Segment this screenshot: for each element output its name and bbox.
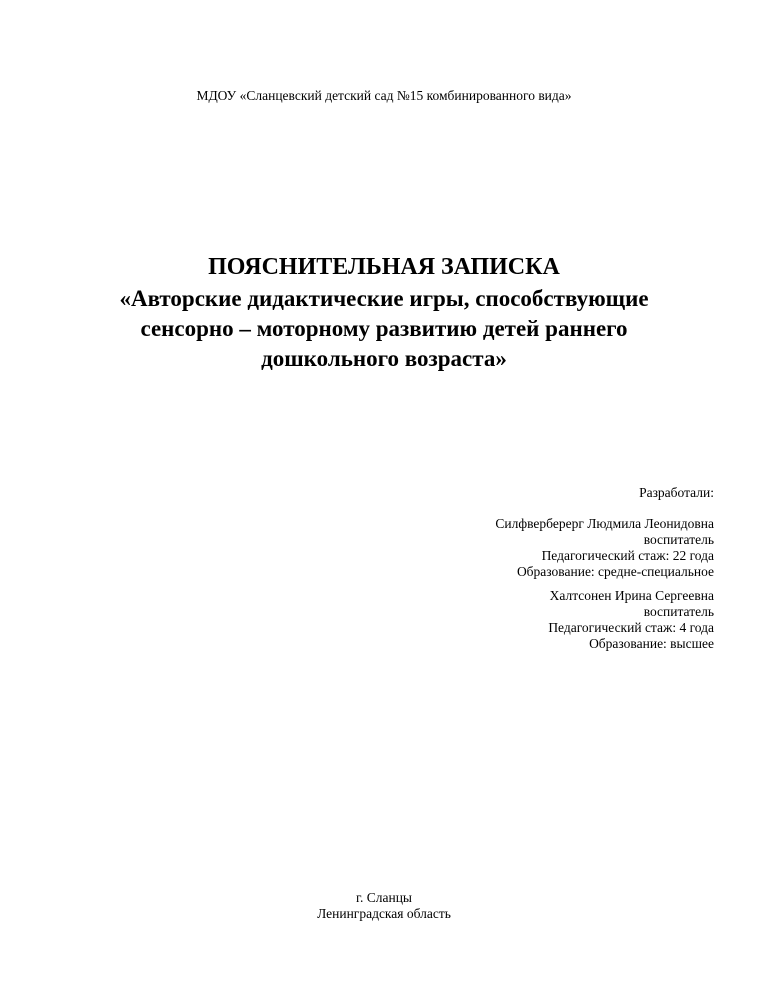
- footer-region: Ленинградская область: [317, 906, 451, 921]
- author-name: Халтсонен Ирина Сергеевна: [549, 588, 714, 603]
- author-entry: [314, 588, 714, 652]
- author-position: воспитатель: [643, 604, 714, 619]
- document-title: ПОЯСНИТЕЛЬНАЯ ЗАПИСКА: [208, 254, 560, 280]
- developed-by-label: Разработали:: [639, 485, 714, 500]
- subtitle-line-2: сенсорно – моторному развитию детей раннего: [140, 316, 628, 341]
- document-subtitle: [60, 284, 708, 374]
- title-block: [60, 252, 708, 374]
- author-education: Образование: высшее: [589, 636, 714, 651]
- authors-block: [314, 485, 714, 652]
- footer-city: г. Сланцы: [355, 890, 413, 905]
- institution-name: МДОУ «Сланцевский детский сад №15 комбинированного вида»: [196, 88, 572, 103]
- author-position: воспитатель: [643, 532, 714, 547]
- author-experience: Педагогический стаж: 4 года: [548, 620, 714, 635]
- author-education: Образование: средне-специальное: [516, 564, 714, 579]
- author-entry: [314, 516, 714, 580]
- subtitle-line-1: «Авторские дидактические игры, способствующие: [119, 286, 649, 311]
- author-name: Силфверберерг Людмила Леонидовна: [495, 516, 714, 531]
- institution-header: [0, 88, 768, 104]
- author-experience: Педагогический стаж: 22 года: [541, 548, 714, 563]
- subtitle-line-3: дошкольного возраста»: [261, 346, 507, 371]
- location-footer: [0, 890, 768, 922]
